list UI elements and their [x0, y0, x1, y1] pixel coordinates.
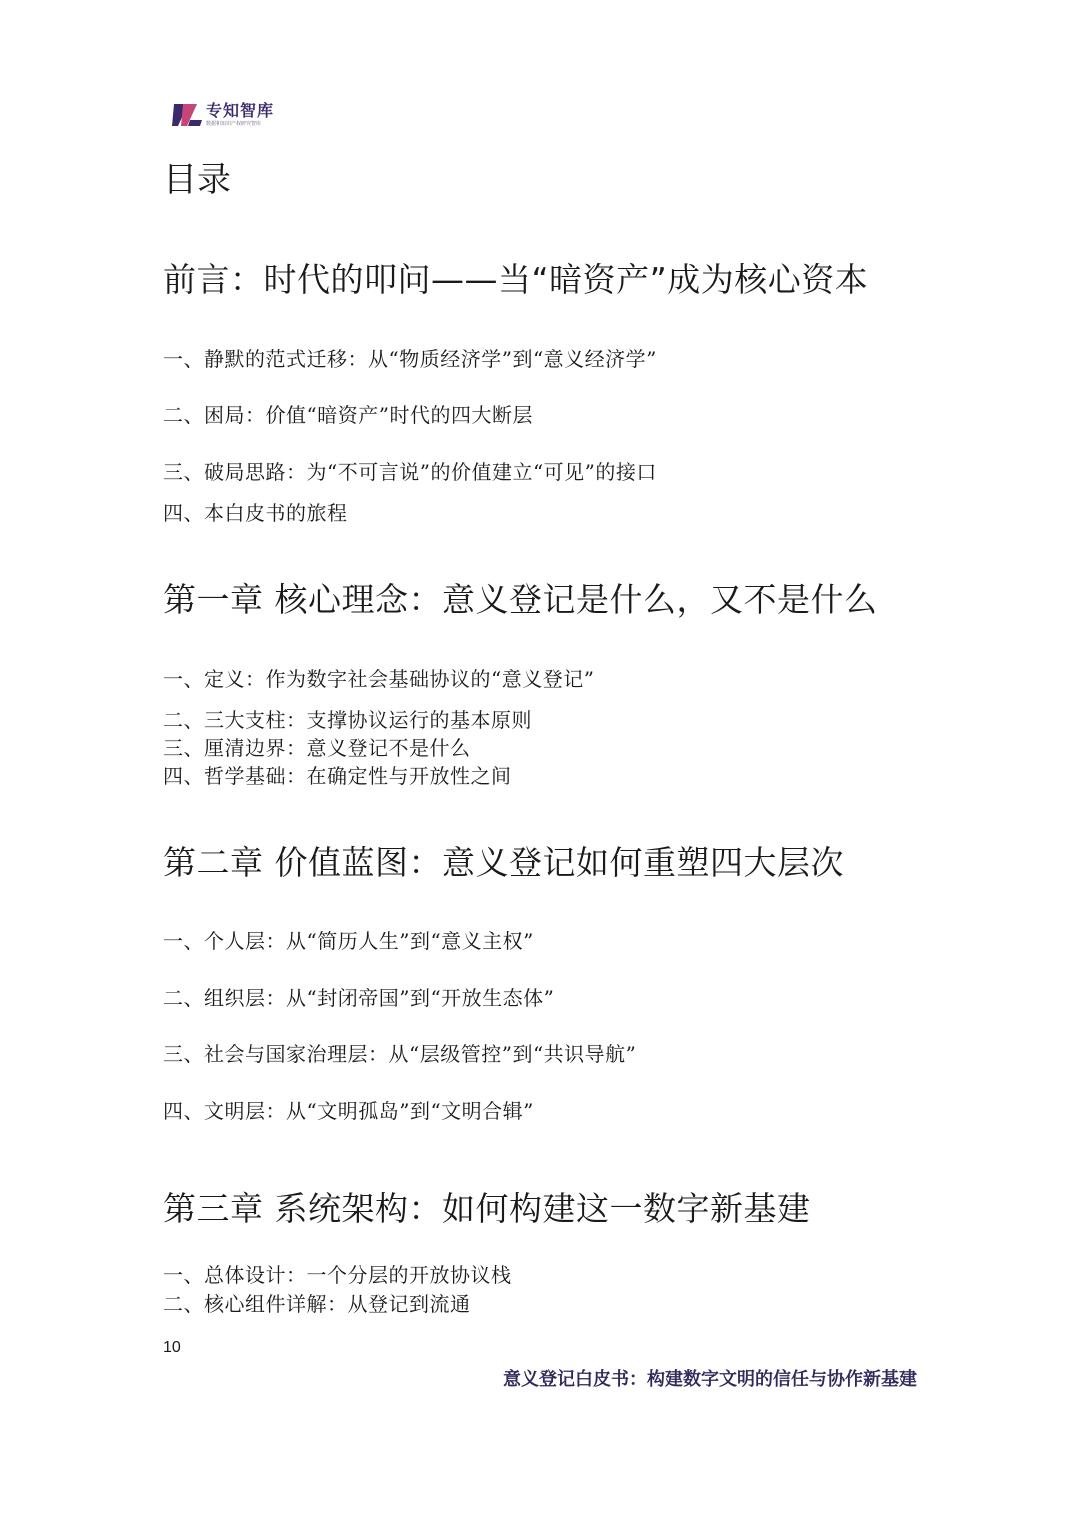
toc-item[interactable]: 一、静默的范式迁移：从“物质经济学”到“意义经济学”: [163, 347, 657, 371]
toc-item[interactable]: 一、定义：作为数字社会基础协议的“意义登记”: [163, 667, 595, 691]
toc-chapter-1[interactable]: 第一章 核心理念：意义登记是什么，又不是什么: [163, 580, 878, 619]
toc-item[interactable]: 一、个人层：从“简历人生”到“意义主权”: [163, 929, 534, 953]
toc-chapter-3[interactable]: 第三章 系统架构：如何构建这一数字新基建: [163, 1189, 811, 1228]
toc-item[interactable]: 三、社会与国家治理层：从“层级管控”到“共识导航”: [163, 1042, 637, 1066]
toc-chapter-preface[interactable]: 前言：时代的叩问——当“暗资产”成为核心资本: [163, 260, 869, 299]
toc-item[interactable]: 四、本白皮书的旅程: [163, 501, 348, 525]
toc-item[interactable]: 二、三大支柱：支撑协议运行的基本原则: [163, 708, 532, 732]
logo-subtitle: 数据和知识产权研究智库: [206, 121, 262, 127]
toc-item[interactable]: 二、核心组件详解：从登记到流通: [163, 1292, 471, 1316]
footer-document-title: 意义登记白皮书：构建数字文明的信任与协作新基建: [503, 1369, 917, 1390]
toc-item[interactable]: 一、总体设计：一个分层的开放协议栈: [163, 1263, 512, 1287]
toc-item[interactable]: 二、困局：价值“暗资产”时代的四大断层: [163, 403, 533, 427]
page-number: 10: [163, 1339, 181, 1356]
toc-title: 目录: [163, 160, 231, 200]
toc-item[interactable]: 三、厘清边界：意义登记不是什么: [163, 736, 471, 760]
toc-chapter-2[interactable]: 第二章 价值蓝图：意义登记如何重塑四大层次: [163, 843, 844, 882]
logo: [172, 98, 274, 132]
toc-item[interactable]: 三、破局思路：为“不可言说”的价值建立“可见”的接口: [163, 460, 657, 484]
toc-item[interactable]: 二、组织层：从“封闭帝国”到“开放生态体”: [163, 986, 555, 1010]
logo-mark-icon: [172, 101, 202, 129]
toc-item[interactable]: 四、哲学基础：在确定性与开放性之间: [163, 764, 512, 788]
logo-name: 专知智库: [206, 101, 275, 120]
toc-item[interactable]: 四、文明层：从“文明孤岛”到“文明合辑”: [163, 1099, 534, 1123]
